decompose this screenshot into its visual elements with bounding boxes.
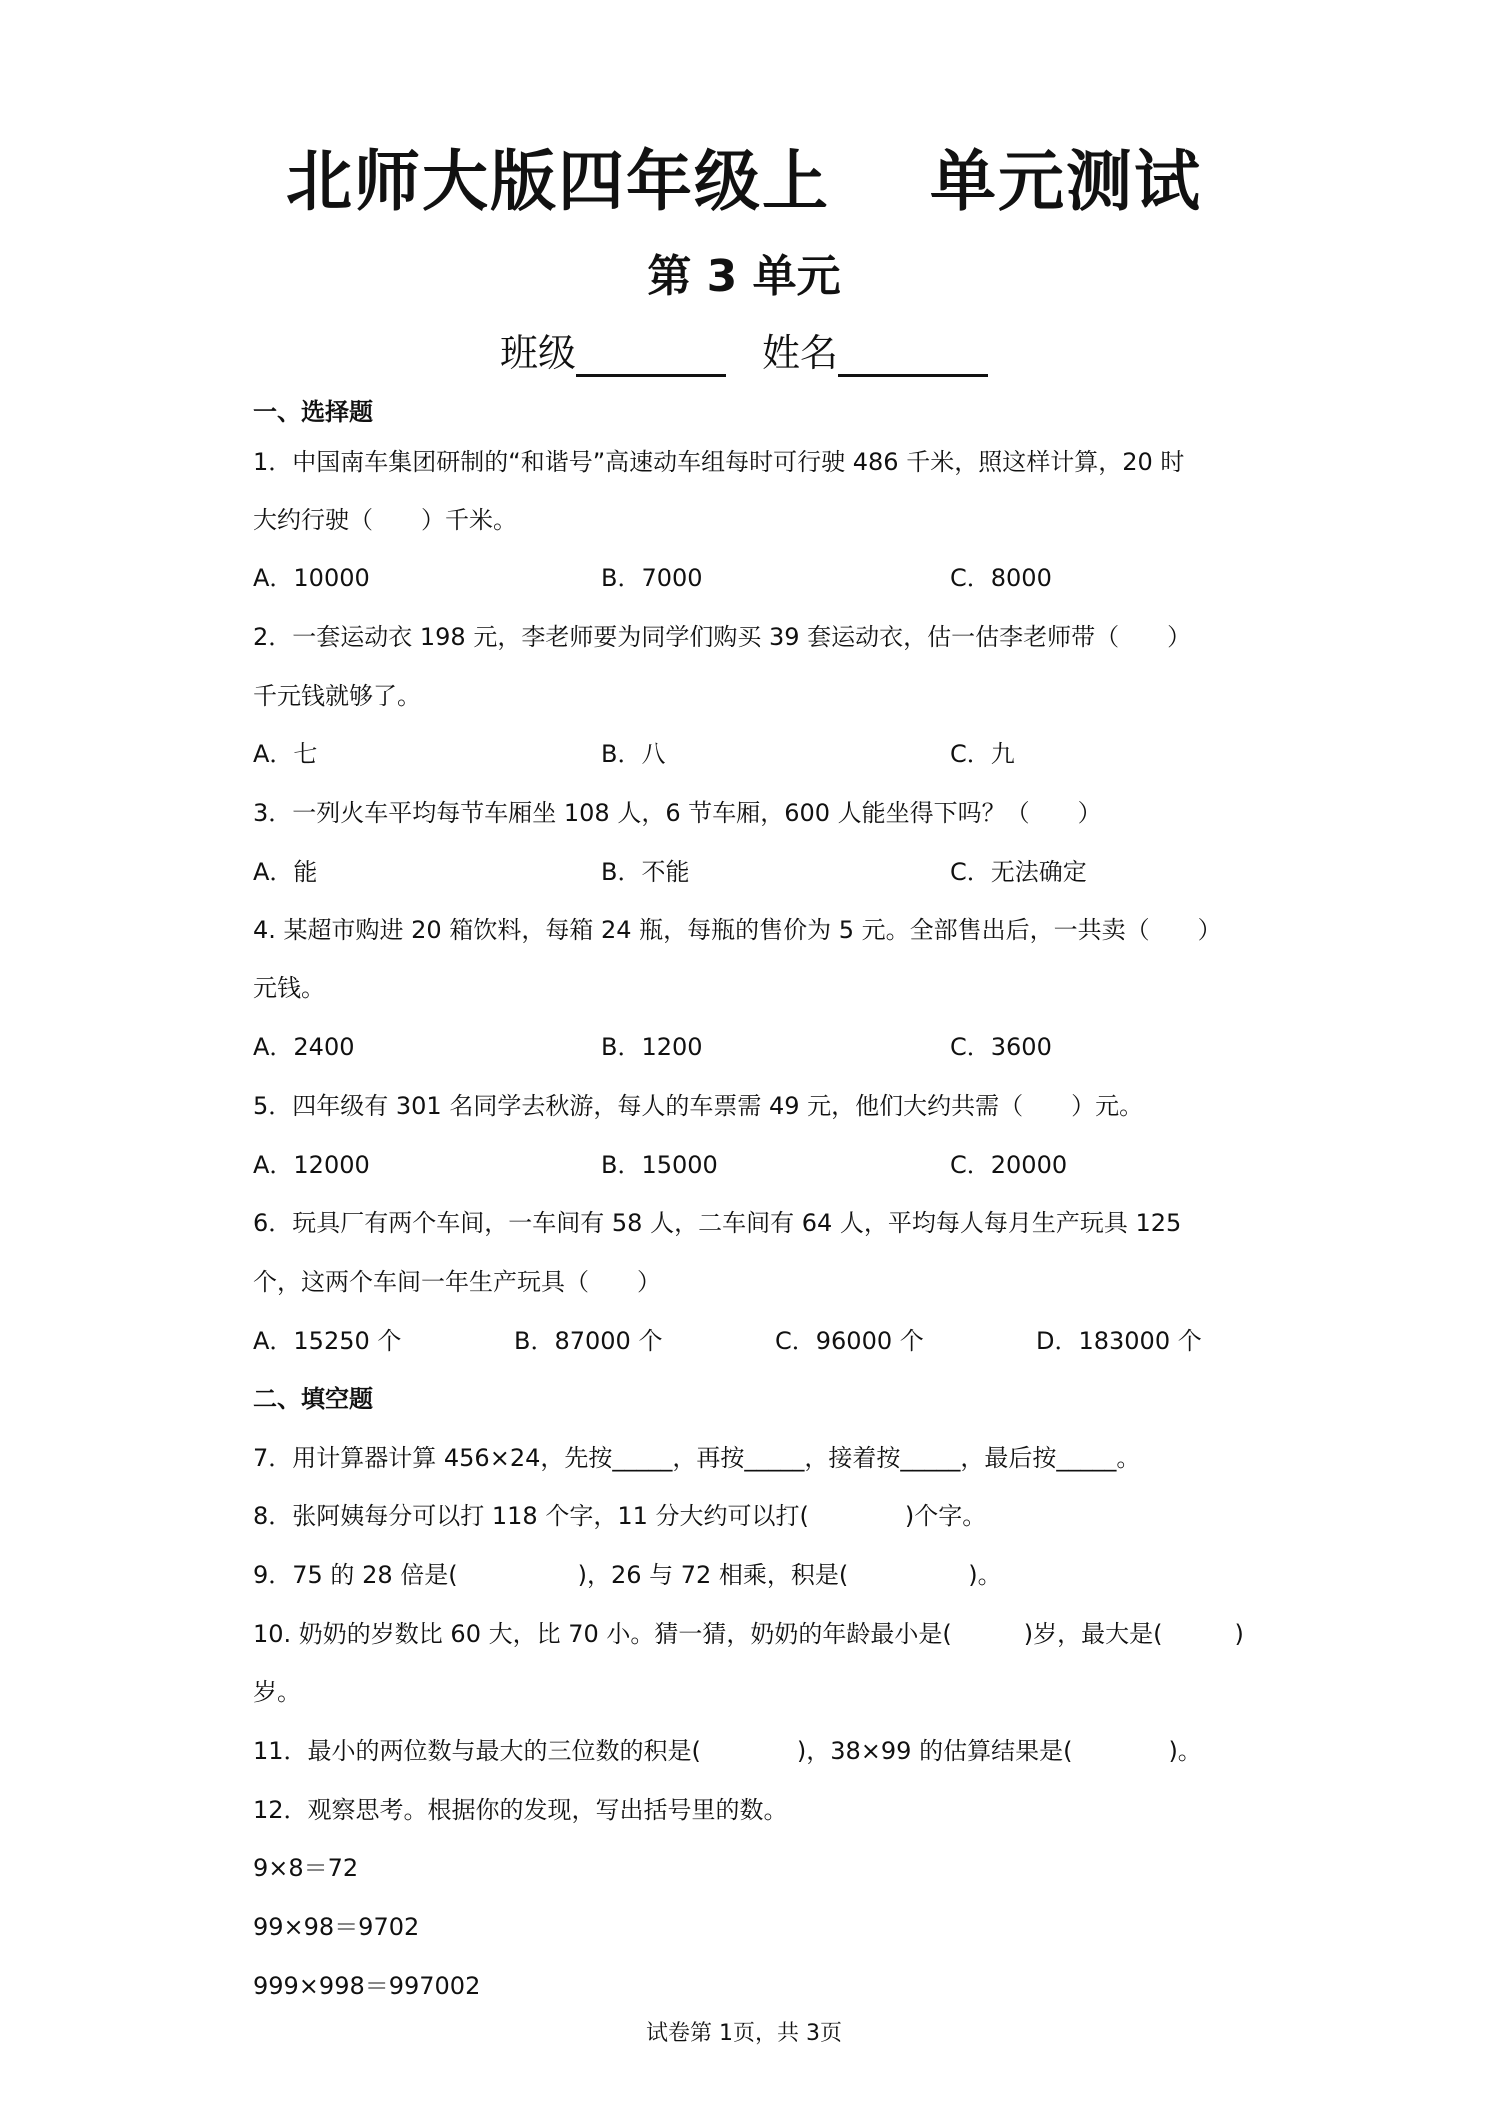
question-4-line-2: 元钱。 [253, 974, 325, 1002]
unit-subtitle: 第 3 单元 [647, 251, 841, 302]
question-7: 7．用计算器计算 456×24，先按_____，再按_____，接着按_____，最后按_____。 [253, 1444, 1141, 1472]
q4-option-c: C．3600 [950, 1033, 1052, 1061]
question-8: 8．张阿姨每分可以打 118 个字，11 分大约可以打( )个字。 [253, 1502, 987, 1530]
question-1-line-1: 1．中国南车集团研制的“和谐号”高速动车组每时可行驶 486 千米，照这样计算，20 时 [253, 448, 1185, 476]
title-left: 北师大版四年级上 [286, 143, 830, 220]
q4-option-a: A．2400 [253, 1033, 355, 1061]
question-2-line-2: 千元钱就够了。 [253, 682, 421, 710]
section-fill-heading: 二、填空题 [253, 1385, 373, 1413]
question-11: 11．最小的两位数与最大的三位数的积是( )，38×99 的估算结果是( )。 [253, 1737, 1202, 1765]
q1-option-c: C．8000 [950, 564, 1052, 592]
q3-option-b: B．不能 [601, 858, 690, 886]
question-6-line-2: 个，这两个车间一年生产玩具（ ） [253, 1268, 661, 1296]
question-3-line-1: 3．一列火车平均每节车厢坐 108 人，6 节车厢，600 人能坐得下吗？（ ） [253, 799, 1102, 827]
q2-option-a: A．七 [253, 740, 318, 768]
question-6-line-1: 6．玩具厂有两个车间，一车间有 58 人，二车间有 64 人，平均每人每月生产玩具 125 [253, 1209, 1182, 1237]
q12-equation-1: 9×8＝72 [253, 1854, 359, 1882]
q3-option-a: A．能 [253, 858, 318, 886]
question-12-line-1: 12．观察思考。根据你的发现，写出括号里的数。 [253, 1796, 788, 1824]
page-footer: 试卷第 1页，共 3页 [646, 2021, 842, 2046]
class-label: 班级 [499, 331, 576, 375]
question-10-line-1: 10. 奶奶的岁数比 60 大，比 70 小。猜一猜，奶奶的年龄最小是( )岁，最大是( ) [253, 1620, 1244, 1648]
q4-option-b: B．1200 [601, 1033, 703, 1061]
section-choice-heading: 一、选择题 [253, 398, 373, 426]
q6-option-b: B．87000 个 [514, 1327, 663, 1355]
student-info-line [0, 322, 1488, 377]
q1-option-b: B．7000 [601, 564, 703, 592]
q3-option-c: C．无法确定 [950, 858, 1087, 886]
name-blank[interactable] [838, 336, 988, 377]
title-right: 单元测试 [930, 143, 1202, 220]
q12-equation-3: 999×998＝997002 [253, 1972, 481, 2000]
q5-option-c: C．20000 [950, 1151, 1068, 1179]
q6-option-d: D．183000 个 [1036, 1327, 1202, 1355]
question-4-line-1: 4. 某超市购进 20 箱饮料，每箱 24 瓶，每瓶的售价为 5 元。全部售出后，一共卖（ ） [253, 916, 1222, 944]
name-label: 姓名 [762, 331, 839, 375]
q6-option-c: C．96000 个 [775, 1327, 924, 1355]
q1-option-a: A．10000 [253, 564, 370, 592]
page-title [0, 128, 1488, 223]
question-10-line-2: 岁。 [253, 1678, 301, 1706]
q2-option-b: B．八 [601, 740, 666, 768]
question-1-line-2: 大约行驶（ ）千米。 [253, 506, 517, 534]
question-2-line-1: 2．一套运动衣 198 元，李老师要为同学们购买 39 套运动衣，估一估李老师带（ ） [253, 623, 1192, 651]
q5-option-a: A．12000 [253, 1151, 370, 1179]
class-blank[interactable] [576, 336, 726, 377]
question-9: 9．75 的 28 倍是( )，26 与 72 相乘，积是( )。 [253, 1561, 1002, 1589]
q12-equation-2: 99×98＝9702 [253, 1913, 420, 1941]
q2-option-c: C．九 [950, 740, 1015, 768]
question-5-line-1: 5．四年级有 301 名同学去秋游，每人的车票需 49 元，他们大约共需（ ）元。 [253, 1092, 1144, 1120]
q6-option-a: A．15250 个 [253, 1327, 402, 1355]
q5-option-b: B．15000 [601, 1151, 718, 1179]
